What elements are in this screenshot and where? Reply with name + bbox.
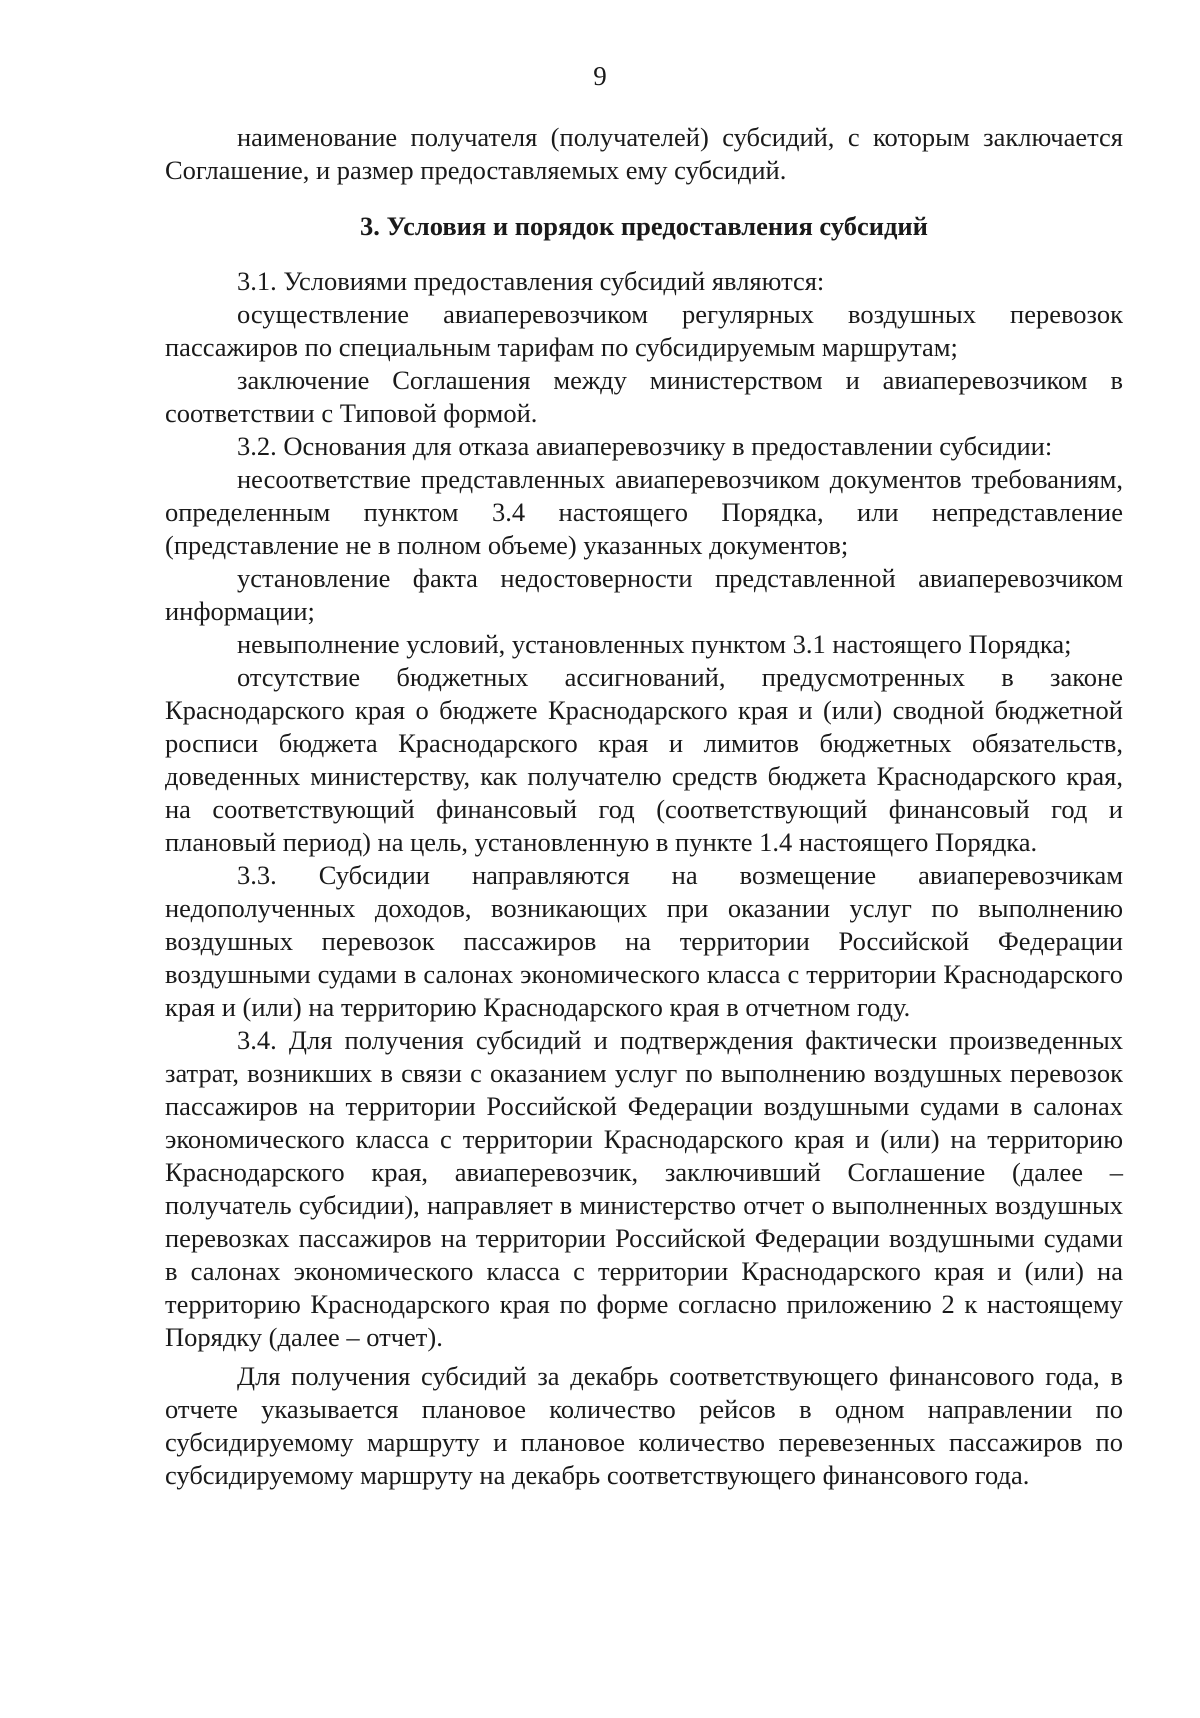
paragraph-refusal-4: отсутствие бюджетных ассигнований, предусмотренных в законе Краснодарского края о бюджете Краснодарского края и (или) сводной бюджетной росписи бюджета Краснодарского края и лимитов бюджетных обязательств, доведенных министерству, как получателю средств бюджета Краснодарского края, на соответствующий финансовый год (соответствующий финансовый год и плановый период) на цель, установленную в пункте 1.4 настоящего Порядка.	[165, 662, 1123, 857]
paragraph-condition-1: осуществление авиаперевозчиком регулярных воздушных перевозок пассажиров по специальным тарифам по субсидируемым маршрутам;	[165, 299, 1123, 362]
paragraph-refusal-3: невыполнение условий, установленных пунктом 3.1 настоящего Порядка;	[237, 629, 1072, 659]
paragraph-3-3: 3.3. Субсидии направляются на возмещение авиаперевозчикам недополученных доходов, возникающих при оказании услуг по выполнению воздушных перевозок пассажиров на территории Российской Федерации воздушными судами в салонах экономического класса с территории Краснодарского края и (или) на территорию Краснодарского края в отчетном году.	[165, 860, 1123, 1022]
paragraph-december: Для получения субсидий за декабрь соответствующего финансового года, в отчете указывается плановое количество рейсов в одном направлении по субсидируемому маршруту и плановое количество перевезенных пассажиров по субсидируемому маршруту на декабрь соответствующего финансового года.	[165, 1361, 1123, 1490]
paragraph-3-4: 3.4. Для получения субсидий и подтверждения фактически произведенных затрат, возникших в связи с оказанием услуг по выполнению воздушных перевозок пассажиров на территории Российской Федерации воздушными судами в салонах экономического класса с территории Краснодарского края и (или) на территорию Краснодарского края, авиаперевозчик, заключивший Соглашение (далее – получатель субсидии), направляет в министерство отчет о выполненных воздушных перевозках пассажиров на территории Российской Федерации воздушными судами в салонах экономического класса с территории Краснодарского края и (или) на территорию Краснодарского края по форме согласно приложению 2 к настоящему Порядку (далее – отчет).	[165, 1025, 1123, 1352]
paragraph-refusal-1: несоответствие представленных авиаперевозчиком документов требованиям, определенным пунктом 3.4 настоящего Порядка, или непредставление (представление не в полном объеме) указанных документов;	[165, 464, 1123, 560]
section-heading: 3. Условия и порядок предоставления субсидий	[360, 211, 928, 241]
page-number: 9	[593, 61, 607, 91]
paragraph-intro: наименование получателя (получателей) субсидий, с которым заключается Соглашение, и размер предоставляемых ему субсидий.	[165, 122, 1123, 185]
paragraph-condition-2: заключение Соглашения между министерством и авиаперевозчиком в соответствии с Типовой формой.	[165, 365, 1123, 428]
paragraph-3-1: 3.1. Условиями предоставления субсидий являются:	[237, 266, 825, 296]
paragraph-refusal-2: установление факта недостоверности представленной авиаперевозчиком информации;	[165, 563, 1123, 626]
document-body	[165, 121, 1123, 1492]
paragraph-3-2: 3.2. Основания для отказа авиаперевозчику в предоставлении субсидии:	[237, 431, 1053, 461]
